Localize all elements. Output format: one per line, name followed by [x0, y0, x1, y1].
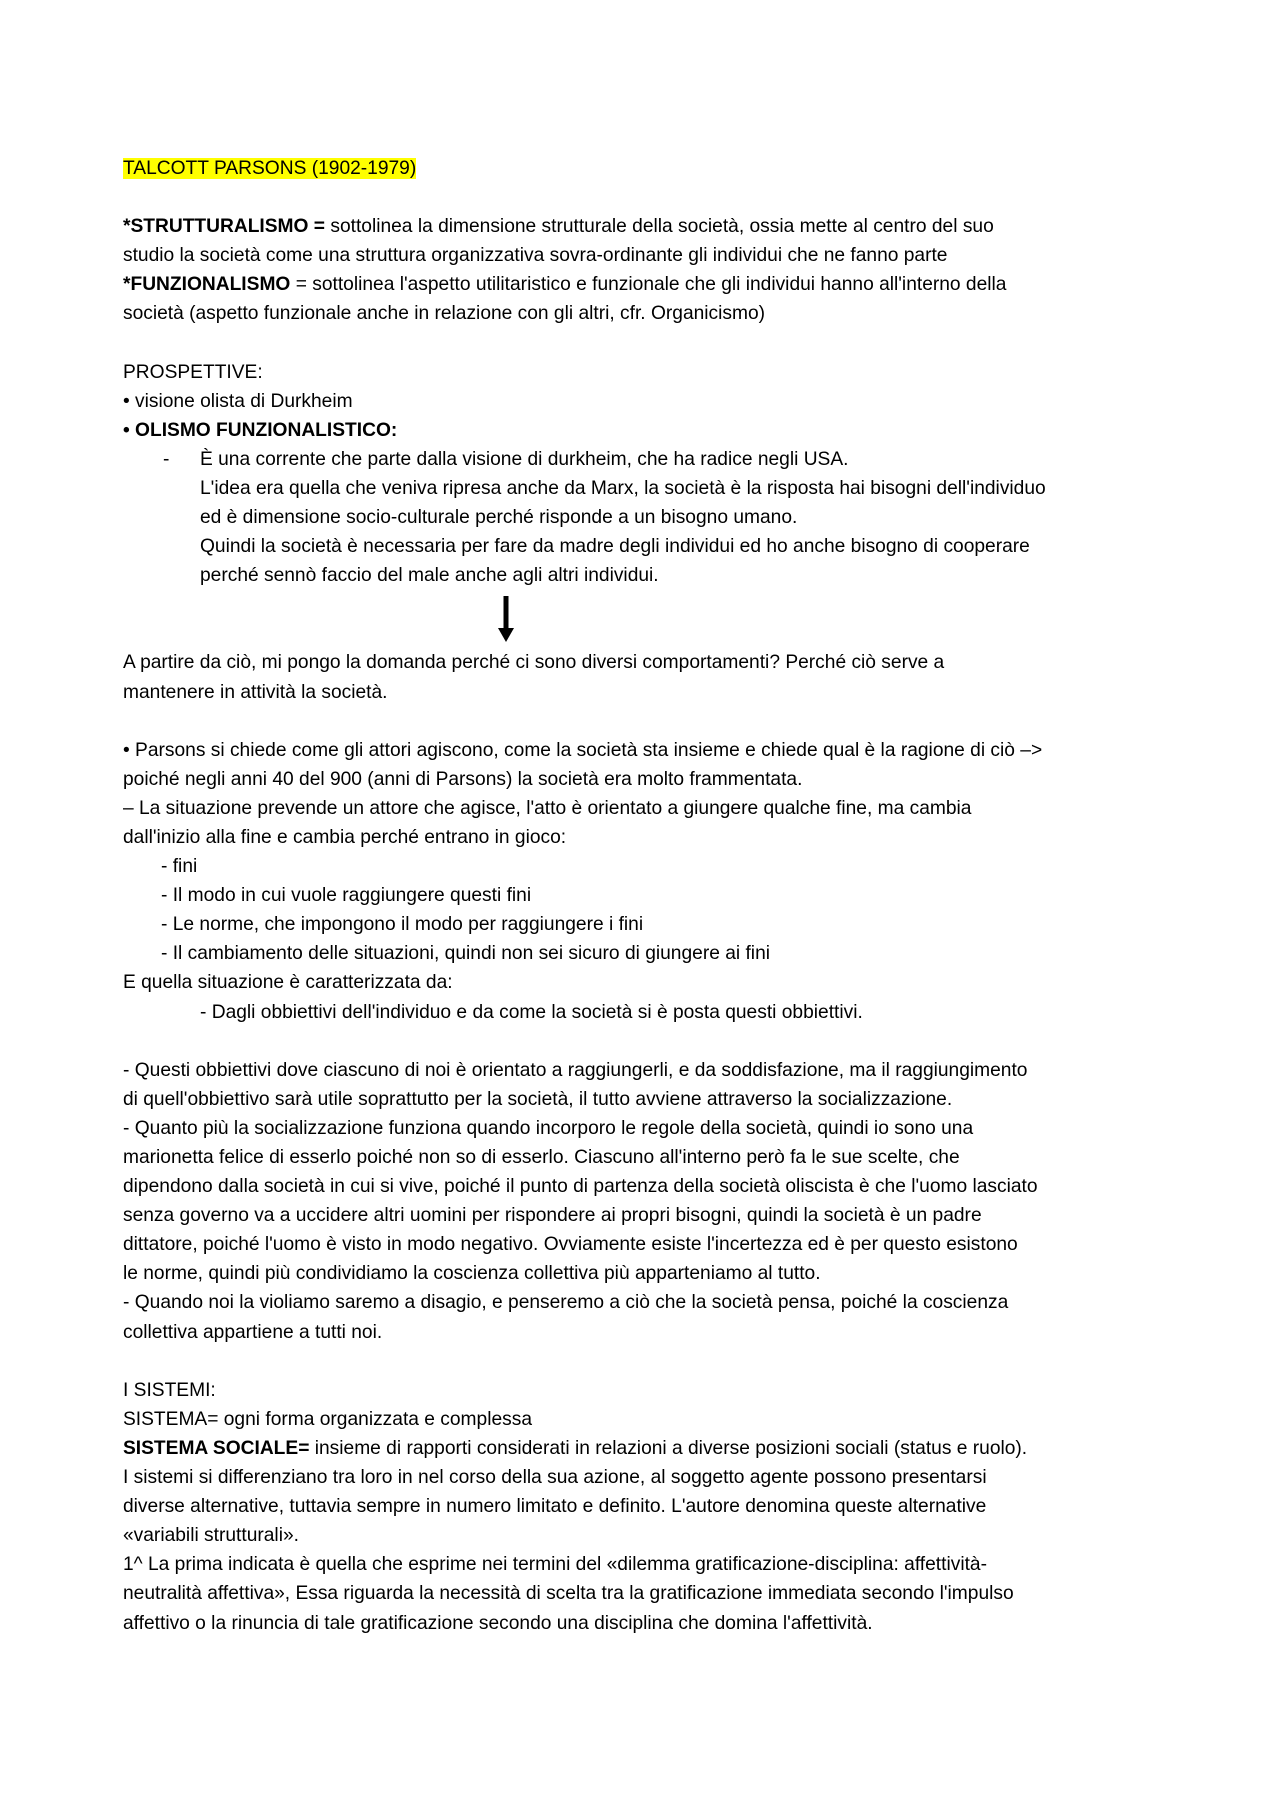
olismo-subitem-cont: L'idea era quella che veniva ripresa anche da Marx, la società è la risposta hai bisogni dell'individuo — [200, 478, 1046, 500]
olismo-subitem: - È una corrente che parte dalla visione di durkheim, che ha radice negli USA. — [163, 448, 849, 470]
olismo-subitem-cont: ed è dimensione socio-culturale perché risponde a un bisogno umano. — [200, 507, 798, 529]
paragraph-line: dall'inizio alla fine e cambia perché entrano in gioco: — [123, 826, 567, 848]
document-title: TALCOTT PARSONS (1902-1979) — [123, 158, 417, 179]
sistemi-heading: I SISTEMI: — [123, 1379, 216, 1401]
paragraph-line: mantenere in attività la società. — [123, 681, 388, 703]
paragraph-line: di quell'obbiettivo sarà utile soprattutto per la società, il tutto avviene attraverso la socializzazione. — [123, 1088, 953, 1110]
paragraph-line: neutralità affettiva», Essa riguarda la necessità di scelta tra la gratificazione immediata secondo l'impulso — [123, 1583, 1014, 1605]
funzionalismo-definition-cont: società (aspetto funzionale anche in relazione con gli altri, cfr. Organicismo) — [123, 303, 766, 325]
arrow-down-icon — [497, 596, 515, 642]
prospettive-item: • visione olista di Durkheim — [123, 390, 353, 412]
list-item: - Il modo in cui vuole raggiungere questi fini — [161, 885, 532, 907]
paragraph-line: 1^ La prima indicata è quella che esprime nei termini del «dilemma gratificazione-disciplina: affettività- — [123, 1554, 987, 1576]
strutturalismo-term: *STRUTTURALISMO = — [123, 216, 326, 238]
prospettive-item-bold: • OLISMO FUNZIONALISTICO: — [123, 419, 398, 441]
list-item: - Dagli obbiettivi dell'individuo e da come la società si è posta questi obbiettivi. — [200, 1001, 863, 1023]
paragraph-line: marionetta felice di esserlo poiché non so di esserlo. Ciascuno all'interno però fa le sue scelte, che — [123, 1147, 960, 1168]
paragraph-line: poiché negli anni 40 del 900 (anni di Parsons) la società era molto frammentata. — [123, 768, 803, 790]
paragraph-line: diverse alternative, tuttavia sempre in numero limitato e definito. L'autore denomina queste alternative — [123, 1496, 987, 1518]
paragraph-line: – La situazione prevende un attore che agisce, l'atto è orientato a giungere qualche fine, ma cambia — [123, 797, 972, 819]
olismo-subitem-cont: perché sennò faccio del male anche agli altri individui. — [200, 565, 659, 587]
paragraph-line: • Parsons si chiede come gli attori agiscono, come la società sta insieme e chiede qual è la ragione di ciò –> — [123, 739, 1043, 761]
paragraph-line: collettiva appartiene a tutti noi. — [123, 1321, 383, 1343]
paragraph-line: le norme, quindi più condividiamo la coscienza collettiva più apparteniamo al tutto. — [123, 1263, 821, 1285]
paragraph-line: - Quanto più la socializzazione funziona quando incorporo le regole della società, quindi io sono una — [123, 1117, 974, 1139]
paragraph-line: dipendono dalla società in cui si vive, poiché il punto di partenza della società oliscista è che l'uomo lasciato — [123, 1176, 1038, 1198]
paragraph-line: - Questi obbiettivi dove ciascuno di noi è orientato a raggiungerli, e da soddisfazione, ma il raggiungimento — [123, 1059, 1028, 1081]
paragraph-line: - Quando noi la violiamo saremo a disagio, e penseremo a ciò che la società pensa, poiché la coscienza — [123, 1292, 1009, 1314]
document-body — [123, 154, 1168, 1638]
funzionalismo-definition: *FUNZIONALISMO = sottolinea l'aspetto utilitaristico e funzionale che gli individui hanno all'interno della — [123, 274, 1007, 296]
paragraph-line: dittatore, poiché l'uomo è visto in modo negativo. Ovviamente esiste l'incertezza ed è per questo esistono — [123, 1234, 1018, 1256]
list-item: - fini — [161, 856, 198, 878]
paragraph-line: I sistemi si differenziano tra loro in nel corso della sua azione, al soggetto agente possono presentarsi — [123, 1467, 987, 1489]
paragraph-line: E quella situazione è caratterizzata da: — [123, 972, 453, 994]
funzionalismo-term: *FUNZIONALISMO — [123, 274, 291, 296]
strutturalismo-definition-cont: studio la società come una struttura organizzativa sovra-ordinante gli individui che ne fanno parte — [123, 245, 948, 267]
list-item: - Le norme, che impongono il modo per raggiungere i fini — [161, 914, 644, 936]
paragraph-line: affettivo o la rinuncia di tale gratificazione secondo una disciplina che domina l'affettività. — [123, 1612, 873, 1634]
sistema-sociale-definition: SISTEMA SOCIALE= insieme di rapporti considerati in relazioni a diverse posizioni sociali (status e ruolo). — [123, 1437, 1028, 1459]
list-item: - Il cambiamento delle situazioni, quindi non sei sicuro di giungere ai fini — [161, 943, 771, 965]
olismo-subitem-cont: Quindi la società è necessaria per fare da madre degli individui ed ho anche bisogno di cooperare — [200, 536, 1030, 558]
sistema-sociale-term: SISTEMA SOCIALE= — [123, 1437, 310, 1459]
strutturalismo-definition: *STRUTTURALISMO = sottolinea la dimensione strutturale della società, ossia mette al centro del suo — [123, 216, 994, 238]
sistema-definition: SISTEMA= ogni forma organizzata e complessa — [123, 1408, 532, 1430]
prospettive-heading: PROSPETTIVE: — [123, 361, 263, 383]
paragraph-line: A partire da ciò, mi pongo la domanda perché ci sono diversi comportamenti? Perché ciò serve a — [123, 652, 945, 674]
paragraph-line: senza governo va a uccidere altri uomini per rispondere ai propri bisogni, quindi la società è un padre — [123, 1205, 982, 1227]
paragraph-line: «variabili strutturali». — [123, 1525, 299, 1547]
